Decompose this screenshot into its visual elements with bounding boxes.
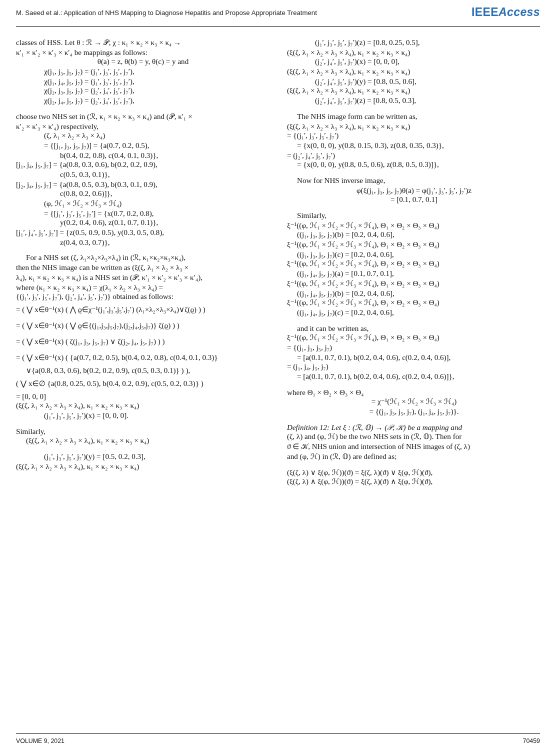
right-text-line: (ξ(ζ, λ) ∨ ξ(φ, ℋ))(ϑ) = ξ(ζ, λ)(ϑ) ∨ ξ(φ, ℋ)(ϑ), xyxy=(287,467,433,477)
right-text-line: ξ⁻¹((φ, ℋ₁ × ℋ₂ × ℋ₃ × ℋ₄), Θ₁ × Θ₂ × Θ₃ × Θ₄) xyxy=(287,278,440,288)
right-text-line: (ξ(ζ, λ) ∧ ξ(φ, ℋ))(ϑ) = ξ(ζ, λ)(ϑ) ∧ ξ(φ, ℋ)(ϑ), xyxy=(287,477,433,487)
left-text-line: ∨{a(0.8, 0.3, 0.6), b(0.2, 0.2, 0.9), c(0.5, 0.3, 0.1)} ) ), xyxy=(26,365,191,375)
left-text-line: Similarly, xyxy=(16,426,46,436)
left-text-line: = ( ⋁ x∈θ⁻¹(x) ( ⋁ ϱ∈{(j₁,j₃,j₅,j₇),(j₂,j₄,j₅,j₇)} ζ(ϱ) ) ) xyxy=(16,320,180,330)
journal-logo-access: Access xyxy=(498,7,540,19)
left-text-line: (j₁′, j₃′, j₅′, j₇′)(y) = [0.5, 0.2, 0.3], xyxy=(44,452,146,461)
left-text-line: θ(a) = z, θ(b) = y, θ(c) = y and xyxy=(97,57,189,67)
right-text-line: ξ⁻¹((φ, ℋ₁ × ℋ₂ × ℋ₃ × ℋ₄), Θ₁ × Θ₂ × Θ₃ × Θ₄) xyxy=(287,259,440,269)
right-text-line: ((j₁, j₄, j₅, j₇)(c) = [0.2, 0.4, 0.6], xyxy=(297,307,394,317)
right-text-line: (j₂′, j₄′, j₅′, j₇′)(z) = [0.8, 0.5, 0.3], xyxy=(315,96,417,106)
left-text-line: [j₂, j₄, j₅, j₇] = {a(0.8, 0.5, 0.3), b(0.3, 0.1, 0.9), xyxy=(16,179,158,189)
right-text-line: Now for NHS inverse image, xyxy=(297,175,386,185)
right-text-line: (j₂′, j₄′, j₅′, j₇′)(y) = [0.8, 0.5, 0.6], xyxy=(315,76,417,86)
left-text-line: ( ⋁ x∈∅ {a(0.8, 0.25, 0.5), b(0.4, 0.2, 0.9), c(0.5, 0.2, 0.3)} ) xyxy=(16,378,204,388)
left-text-line: {(j₁′, j₃′, j₅′, j₇′), (j₂′, j₄′, j₅′, j₇′)} obtained as follows: xyxy=(16,292,174,302)
right-text-line: φ(ξ(j₁, j₃, j₅, j₇)θ(a) = φ(j₁′, j₃′, j₅′, j₇′)z xyxy=(356,185,472,195)
left-text-line: (ξ(ζ, λ₁ × λ₂ × λ₃ × λ₄), κ₁ × κ₂ × κ₃ × κ₄) xyxy=(16,461,140,471)
left-text-line: [j₁, j₄, j₅, j₇] = {a(0.8, 0.3, 0.6), b(0.2, 0.2, 0.9), xyxy=(16,160,158,170)
footer-page-number: 70459 xyxy=(522,738,540,745)
right-text-line: = χ⁻¹(ℋ₁ × ℋ₂ × ℋ₃ × ℋ₄) xyxy=(371,397,457,407)
right-text-line: = (j₂′, j₄′, j₅′, j₇′) xyxy=(287,150,336,160)
right-text-line: ((j₁, j₄, j₅, j₇)(b) = [0.2, 0.4, 0.6], xyxy=(297,288,395,298)
left-text-line: For a NHS set (ζ, λ₁×λ₂×λ₃×λ₄) in (ℛ, κ₁×κ₂×κ₃×κ₄), xyxy=(26,253,186,263)
left-text-line: κ′₂ × κ′₃ × κ′₄) respectively, xyxy=(16,121,99,131)
right-text-line: ϑ ∈ 𝒦, NHS union and intersection of NHS images of (ζ, λ) xyxy=(287,442,470,452)
right-text-line: = [a(0.1, 0.7, 0.1), b(0.2, 0.4, 0.6), c(0.2, 0.4, 0.6)]}, xyxy=(297,372,455,381)
right-text-line: where Θ₁ × Θ₂ × Θ₃ × Θ₄ xyxy=(287,387,364,397)
left-text-line: (j₁′, j₃′, j₅′, j₇′)(x) = [0, 0, 0]. xyxy=(44,410,129,420)
left-text-line: c(0.8, 0.2, 0.6)]}, xyxy=(60,189,113,199)
right-text-line: ((j₁, j₃, j₅, j₇)(c) = [0.2, 0.4, 0.6], xyxy=(297,249,394,259)
left-text-line: z(0.4, 0.3, 0.7)}, xyxy=(60,237,110,247)
right-text-line: = {x(0, 0, 0), y(0.8, 0.15, 0.3), z(0.8, 0.35, 0.3)}, xyxy=(297,140,444,150)
left-text-line: y(0.2, 0.4, 0.6), z(0.1, 0.7, 0.1)}, xyxy=(60,218,159,228)
right-text-line: (ζ, λ) and (φ, ℋ) be the two NHS sets in (ℛ, 𝕆). Then for xyxy=(287,432,462,442)
left-text-line: = ( ⋁ x∈θ⁻¹(x) ( ζ(j₁, j₃, j₅, j₇) ∨ ζ(j₂, j₄, j₅, j₇) ) ) xyxy=(16,336,165,346)
page-header xyxy=(16,9,540,23)
right-column xyxy=(287,38,541,487)
right-text-line: Definition 12: Let ξ : (ℛ, 𝕆) → (𝒫, 𝒦) be a mapping and xyxy=(287,422,462,432)
left-text-line: (ξ(ζ, λ₁ × λ₂ × λ₃ × λ₄), κ₁ × κ₂ × κ₃ × κ₄) xyxy=(16,401,140,411)
left-text-line: choose two NHS set in (ℛ, κ₁ × κ₂ × κ₃ × κ₄) and (𝒫, κ′₁ × xyxy=(16,111,193,121)
left-text-line: (ξ(ζ, λ₁ × λ₂ × λ₃ × λ₄), κ₁ × κ₂ × κ₃ × κ₄) xyxy=(26,436,150,446)
right-text-line: ((j₁, j₃, j₅, j₇)(b) = [0.2, 0.4, 0.6], xyxy=(297,230,395,240)
right-text-line: Similarly, xyxy=(297,211,327,220)
left-text-line: where (κ₁ × κ₂ × κ₃ × κ₄) = χ(λ₁ × λ₂ × λ₃ × λ₄) = xyxy=(16,282,163,292)
right-text-line: and it can be written as, xyxy=(297,323,369,333)
left-text-line: (ζ, λ₁ × λ₂ × λ₃ × λ₄) xyxy=(44,131,106,141)
right-text-line: (ξ(ζ, λ₁ × λ₂ × λ₃ × λ₄), κ₁ × κ₂ × κ₃ × κ₄) xyxy=(287,121,411,131)
right-text-line: and (φ, ℋ) in (ℛ, 𝕆) are defined as; xyxy=(287,451,397,461)
right-text-line: = [a(0.1, 0.7, 0.1), b(0.2, 0.4, 0.6), c(0.2, 0.4, 0.6)], xyxy=(297,352,451,362)
right-text-line: = [0.1, 0.7, 0.1] xyxy=(390,195,438,205)
left-text-line: (φ, ℋ₁ × ℋ₂ × ℋ₃ × ℋ₄) xyxy=(44,199,122,208)
footer-rule xyxy=(16,733,540,734)
left-text-line: = {[j₁′, j₃′, j₅′, j₇′] = {x(0.7, 0.2, 0.8), xyxy=(44,208,154,218)
journal-logo-ieee: IEEE xyxy=(471,7,499,19)
header-rule xyxy=(16,26,540,27)
left-text-line: b(0.4, 0.2, 0.8), c(0.4, 0.1, 0.3)}, xyxy=(60,150,159,160)
right-text-line: The NHS image form can be written as, xyxy=(297,111,418,121)
right-text-line: ξ⁻¹((φ, ℋ₁ × ℋ₂ × ℋ₃ × ℋ₄), Θ₁ × Θ₂ × Θ₃ × Θ₄) xyxy=(287,333,440,343)
left-text-line: = [0, 0, 0] xyxy=(16,391,47,401)
left-text-line: χ(j₂, j₃, j₅, j₇) = (j₂′, j₄′, j₅′, j₇′), xyxy=(44,86,135,96)
left-text-line: = {[j₁, j₃, j₅, j₇)] = {a(0.7, 0.2, 0.5), xyxy=(44,140,150,150)
right-text-line: (j₁′, j₃′, j₅′, j₇′)(z) = [0.8, 0.25, 0.5], xyxy=(315,38,420,47)
right-text-line: (ξ(ζ, λ₁ × λ₂ × λ₃ × λ₄), κ₁ × κ₂ × κ₃ × κ₄) xyxy=(287,67,411,77)
right-text-line: ξ⁻¹((φ, ℋ₁ × ℋ₂ × ℋ₃ × ℋ₄), Θ₁ × Θ₂ × Θ₃ × Θ₄) xyxy=(287,298,440,308)
right-text-line: = {(j₁, j₃, j₅, j₇) xyxy=(287,342,333,352)
left-text-line: χ(j₁, j₃, j₅, j₇) = (j₁′, j₃′, j₅′, j₇′), xyxy=(44,67,135,77)
right-text-line: = {(j₁, j₃, j₅, j₇), (j₁, j₄, j₅, j₇)}. xyxy=(369,407,459,417)
left-text-line: then the NHS image can be written as (ξ(ζ, λ₁ × λ₂ × λ₃ × xyxy=(16,263,189,273)
right-text-line: (j₂′, j₄′, j₅′, j₇′)(x) = [0, 0, 0], xyxy=(315,57,400,67)
left-text-line: classes of HSS. Let θ : ℛ → 𝒫, χ : κ₁ × κ₂ × κ₃ × κ₄ → xyxy=(16,38,182,47)
right-text-line: ξ⁻¹((φ, ℋ₁ × ℋ₂ × ℋ₃ × ℋ₄), Θ₁ × Θ₂ × Θ₃ × Θ₄) xyxy=(287,220,440,230)
left-text-line: [j₁′, j₄′, j₅′, j₇′] = {z(0.5, 0.9, 0.5), y(0.3, 0.5, 0.8), xyxy=(16,228,165,238)
left-text-line: χ(j₁, j₄, j₅, j₇) = (j₁′, j₃′, j₅′, j₇′), xyxy=(44,76,135,86)
left-text-line: λ₄), κ₁ × κ₂ × κ₃ × κ₄) is a NHS set in (𝒫, κ′₁ × κ′₂ × κ′₃ × κ′₄), xyxy=(16,272,203,282)
right-text-line: (ξ(ζ, λ₁ × λ₂ × λ₃ × λ₄), κ₁ × κ₂ × κ₃ × κ₄) xyxy=(287,47,411,57)
right-text-line: = (j₁, j₄, j₅, j₇) xyxy=(287,362,329,372)
right-text-line: ξ⁻¹((φ, ℋ₁ × ℋ₂ × ℋ₃ × ℋ₄), Θ₁ × Θ₂ × Θ₃ × Θ₄) xyxy=(287,240,440,250)
left-column xyxy=(16,38,270,471)
right-text-line: (ξ(ζ, λ₁ × λ₂ × λ₃ × λ₄), κ₁ × κ₂ × κ₃ × κ₄) xyxy=(287,86,411,96)
journal-logo xyxy=(472,7,541,19)
left-text-line: = ( ⋁ x∈θ⁻¹(x) ( ⋀ ϱ∈χ⁻¹(j₁′,j₃′,j₅′,j₇′) (λ₁×λ₂×λ₃×λ₄)∨ζ(ϱ) ) ) xyxy=(16,304,206,314)
left-text-line: κ′₁ × κ′₂ × κ′₃ × κ′₄ be mappings as follows: xyxy=(16,47,148,57)
left-text-line: χ(j₂, j₄, j₅, j₇) = (j₂′, j₄′, j₅′, j₇′), xyxy=(44,96,135,106)
footer-volume: VOLUME 9, 2021 xyxy=(16,738,65,745)
left-text-line: = ( ⋁ x∈θ⁻¹(x) ( {a(0.7, 0.2, 0.5), b(0.4, 0.2, 0.8), c(0.4, 0.1, 0.3)} xyxy=(16,352,218,362)
left-text-line: c(0.5, 0.3, 0.1)}, xyxy=(60,169,110,179)
right-text-line: = {x(0, 0, 0), y(0.8, 0.5, 0.6), z(0.8, 0.5, 0.3)]}, xyxy=(297,160,439,170)
right-text-line: = {(j₁′, j₃′, j₅′, j₇′) xyxy=(287,131,339,141)
running-title: M. Saeed et al.: Application of NHS Mapping to Diagnose Hepatitis and Propose Appropriate Treatment xyxy=(16,10,317,17)
right-text-line: ((j₁, j₄, j₅, j₇)(a) = [0.1, 0.7, 0.1], xyxy=(297,269,394,279)
